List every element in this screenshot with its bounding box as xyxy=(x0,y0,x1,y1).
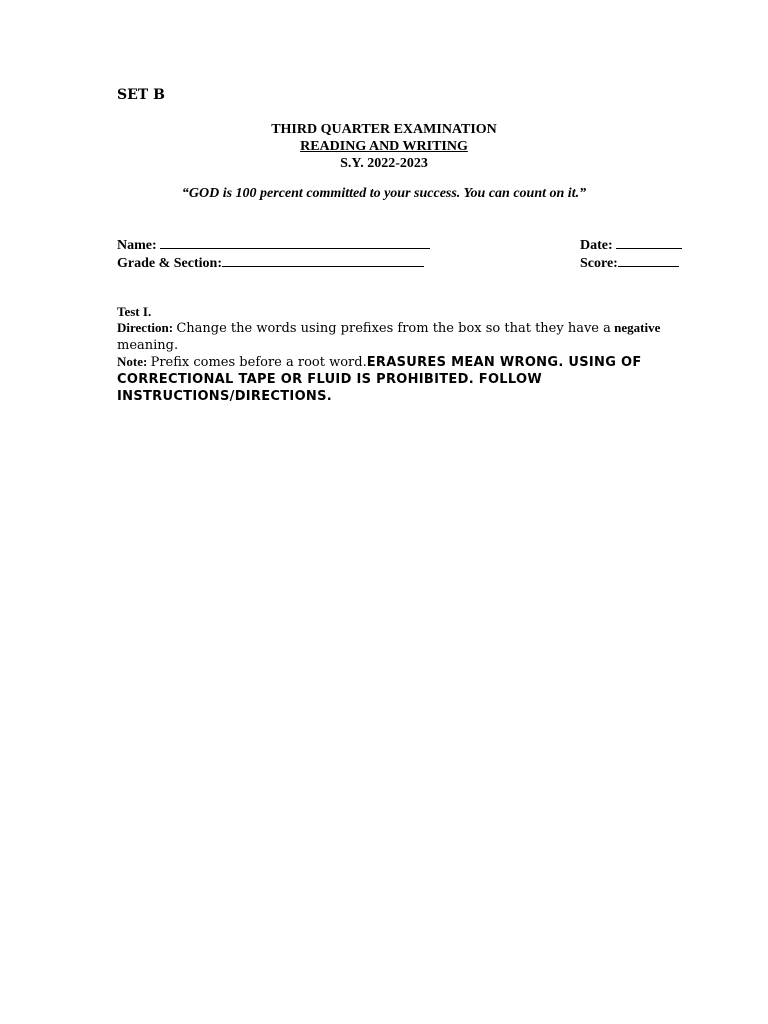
direction-text: Change the words using prefixes from the box so that they have a xyxy=(176,321,611,336)
direction-label: Direction: xyxy=(117,320,174,335)
subject-title: READING AND WRITING xyxy=(300,139,468,154)
date-label: Date: xyxy=(580,238,613,253)
note-label: Note: xyxy=(117,354,148,369)
score-line[interactable] xyxy=(618,254,679,267)
motivational-quote: “GOD is 100 percent committed to your success. You can count on it.” xyxy=(181,186,587,201)
exam-header xyxy=(0,121,768,172)
grade-section-field[interactable] xyxy=(117,254,424,272)
direction-emphasis: negative xyxy=(614,320,661,335)
score-label: Score: xyxy=(580,256,618,271)
test-title: Test I. xyxy=(117,304,152,319)
test-instructions xyxy=(117,304,677,405)
name-field[interactable] xyxy=(117,236,430,254)
date-field[interactable] xyxy=(580,236,682,254)
direction-paragraph xyxy=(117,320,677,354)
note-paragraph xyxy=(117,354,677,405)
name-line[interactable] xyxy=(160,236,430,249)
exam-title: THIRD QUARTER EXAMINATION xyxy=(271,122,497,137)
school-year: S.Y. 2022-2023 xyxy=(340,156,428,171)
set-label: SET B xyxy=(117,87,165,103)
note-text: Prefix comes before a root word. xyxy=(150,355,367,370)
grade-section-line[interactable] xyxy=(222,254,424,267)
grade-section-label: Grade & Section: xyxy=(117,256,222,271)
direction-end: meaning. xyxy=(117,338,179,353)
score-field[interactable] xyxy=(580,254,679,272)
note-warning: ERASURES MEAN WRONG. USING OF CORRECTIONAL TAPE OR FLUID IS PROHIBITED. FOLLOW INSTRUCTIONS/DIRECTIONS. xyxy=(117,355,642,404)
date-line[interactable] xyxy=(616,236,682,249)
name-label: Name: xyxy=(117,238,157,253)
